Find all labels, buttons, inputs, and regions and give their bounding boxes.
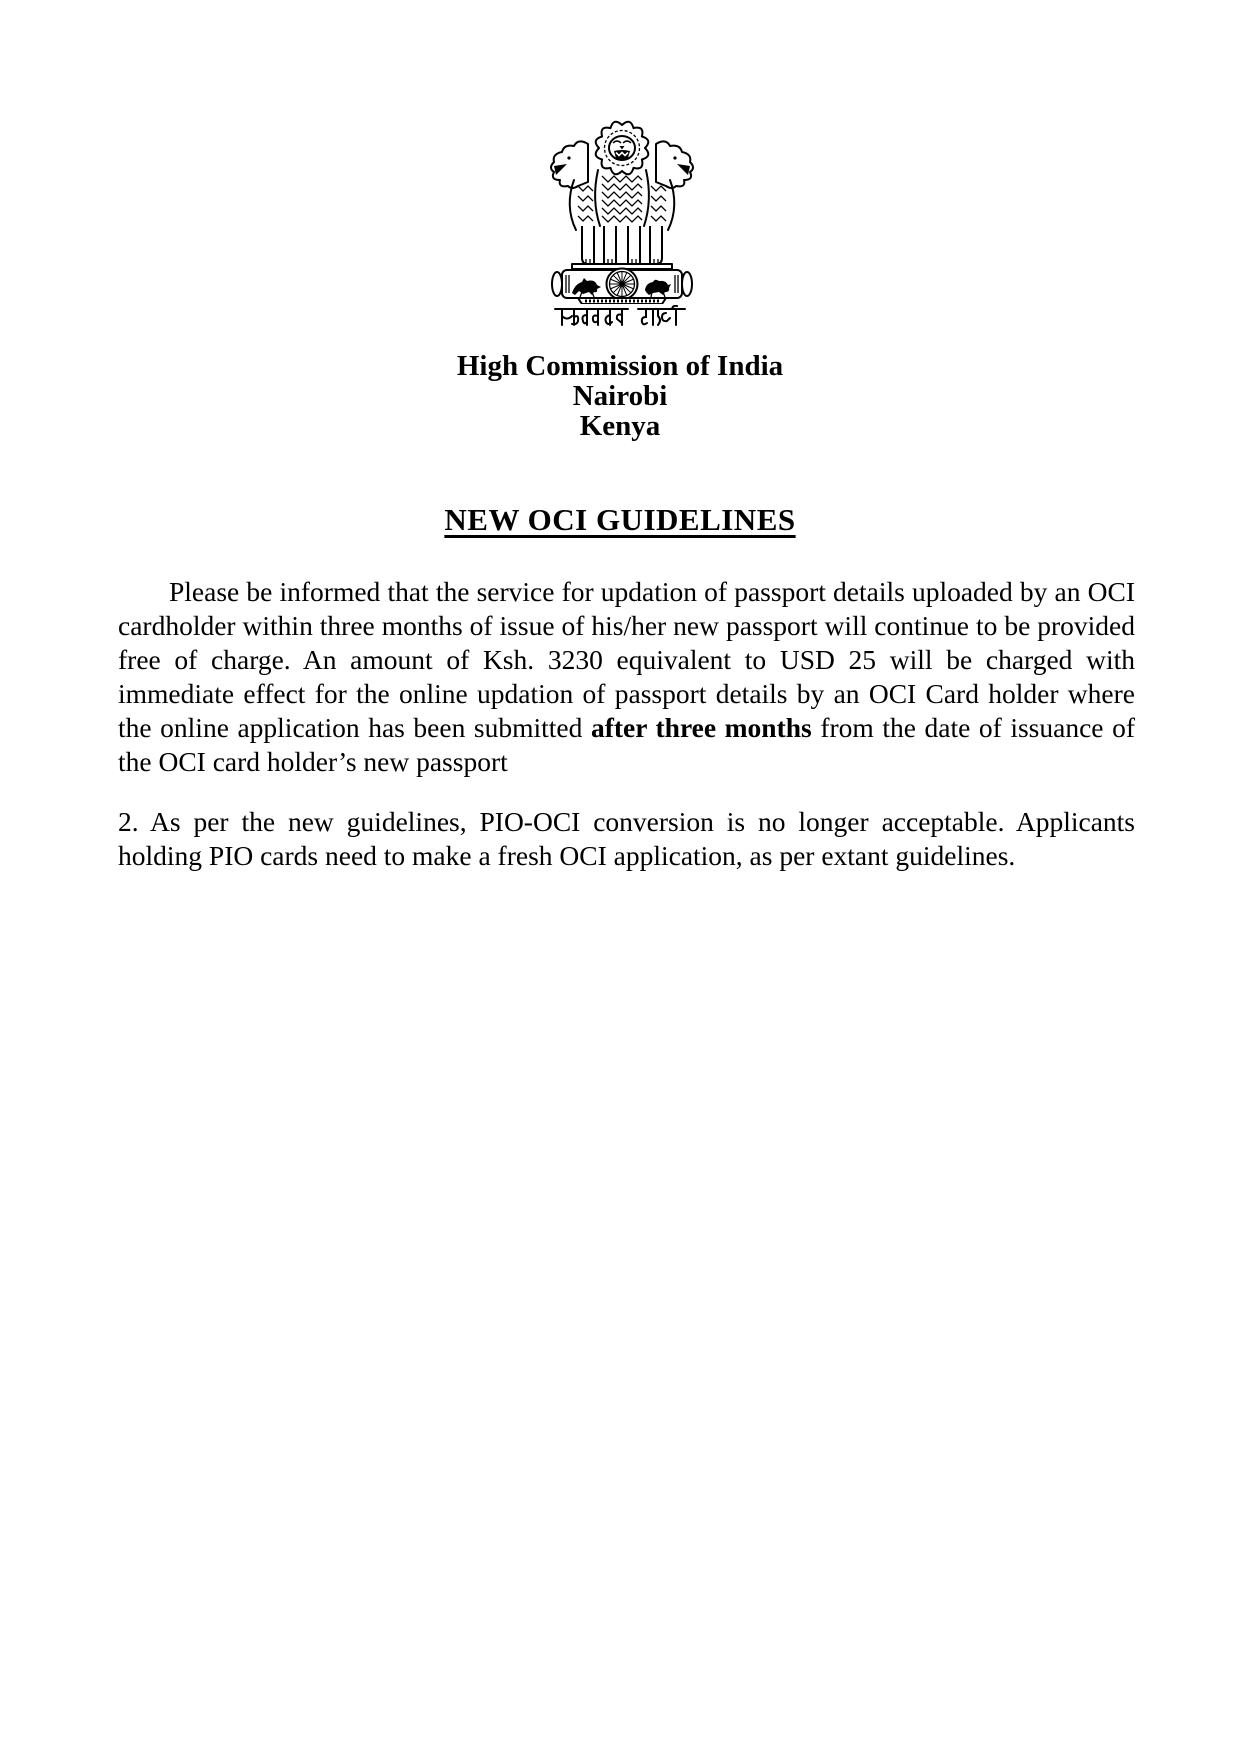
document-body [118,575,1135,873]
paragraph-pio-conversion: 2. As per the new guidelines, PIO-OCI conversion is no longer acceptable. Applicants holding PIO cards need to make a fresh OCI application, as per extant guidelines. [118,806,1135,871]
paragraph-oci-fee-text: Please be informed that the service for updation of passport details uploaded by an OCI cardholder within three months of issue of his/her new passport will continue to be provided free of charge. An amount of Ksh. 3230 equivalent to USD 25 will be charged with immediate effect for the online updation of passport details by an OCI Card holder where the online application has been submitted [118,576,1135,743]
emblem-motto [0,305,1240,329]
org-country: Kenya [579,410,661,442]
paragraph-oci-fee [118,575,1135,779]
org-name: High Commission of India [456,350,784,382]
letterhead [0,351,1240,441]
org-city: Nairobi [572,380,668,412]
document-title: NEW OCI GUIDELINES [444,502,796,537]
ashoka-lion-capital-icon [542,118,702,304]
india-state-emblem [542,118,702,304]
paragraph-oci-fee-tail: from the date of issuance of the OCI card holder’s new passport [118,712,1135,777]
satyameva-jayate-glyphs [554,305,686,329]
title-row [0,501,1240,539]
paragraph-oci-fee-bold-phrase: after three months [590,712,812,743]
